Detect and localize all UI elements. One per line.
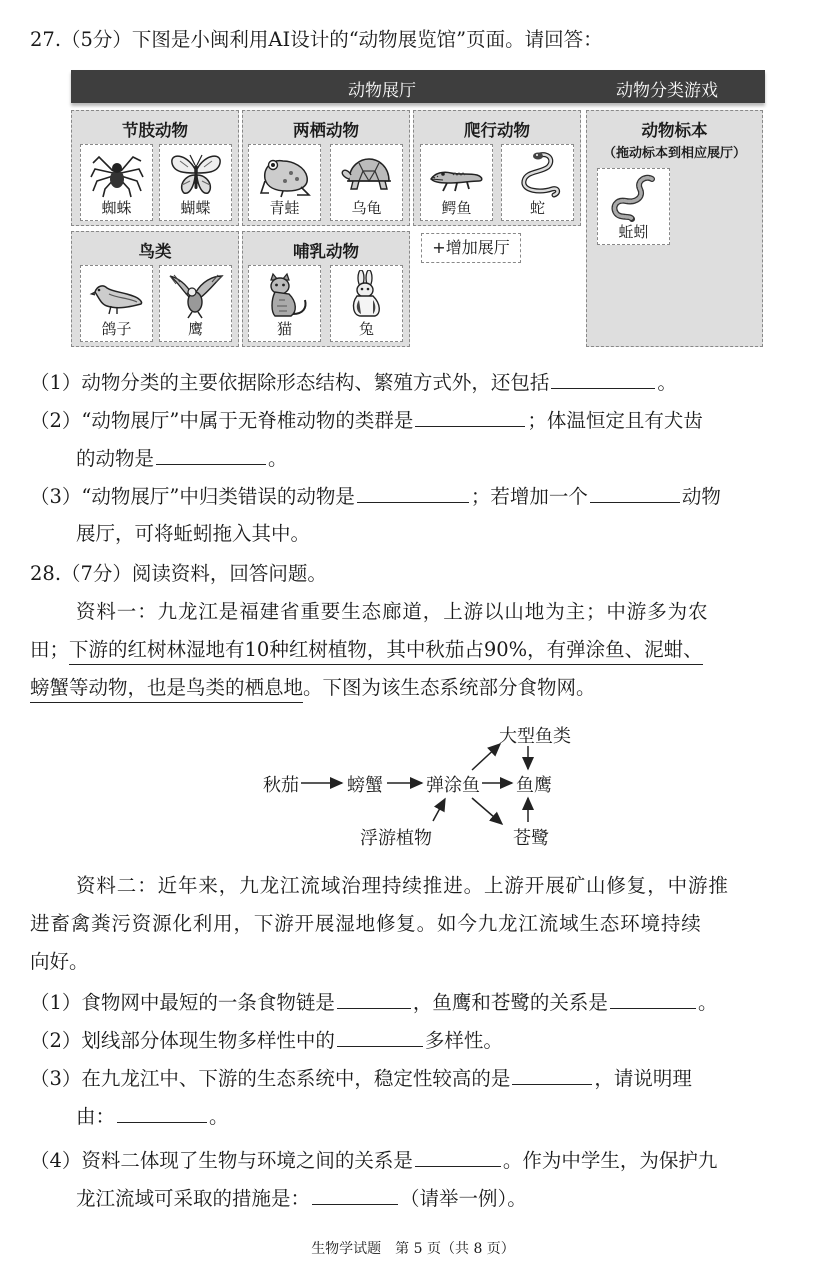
- animal-label: 猫: [276, 320, 292, 338]
- material-1-line3: 螃蟹等动物，也是鸟类的栖息地。下图为该生态系统部分食物网。: [30, 674, 596, 702]
- q28-sub1: （1）食物网中最短的一条食物链是 ，鱼鹰和苍鹭的关系是 。: [30, 988, 717, 1017]
- underlined-text: 下游的红树林湿地有10种红树植物，其中秋茄占90%，有弹涂鱼、泥蚶、: [69, 638, 703, 665]
- node-fuyouzhiwu: 浮游植物: [360, 828, 432, 849]
- specimen-hint: （拖动标本到相应展厅）: [602, 146, 746, 161]
- add-hall-button[interactable]: +增加展厅: [421, 233, 521, 263]
- answer-blank[interactable]: [415, 1146, 501, 1167]
- animal-card-rabbit[interactable]: [330, 265, 403, 342]
- turtle-icon: [339, 149, 395, 199]
- animal-label: 乌龟: [351, 199, 382, 217]
- specimen-title: 动物标本: [641, 121, 708, 140]
- material-2-line2: 进畜禽粪污资源化利用，下游开展湿地修复。如今九龙江流域生态环境持续: [30, 912, 702, 935]
- node-tantuyu: 弹涂鱼: [426, 775, 480, 796]
- hall-arthropods: [71, 110, 239, 226]
- animal-label: 青蛙: [269, 199, 300, 217]
- q27-sub2-cont: 的动物是 。: [76, 444, 288, 473]
- q27-sub1: （1）动物分类的主要依据除形态结构、繁殖方式外，还包括 。: [30, 368, 677, 397]
- answer-blank[interactable]: [512, 1064, 592, 1085]
- crocodile-icon: [429, 149, 485, 199]
- eagle-icon: [168, 270, 224, 320]
- q28-sub3-cont: 由： 。: [76, 1102, 229, 1131]
- specimen-panel: [586, 110, 763, 347]
- answer-blank[interactable]: [551, 368, 655, 389]
- arrow-fuyou-tantuyu: [433, 799, 445, 821]
- food-web-diagram: [250, 718, 590, 858]
- animal-label: 蚯蚓: [618, 223, 649, 241]
- animal-card-turtle[interactable]: [330, 144, 403, 221]
- q27-sub2: （2）“动物展厅”中属于无脊椎动物的类群是 ；体温恒定且有犬齿: [30, 406, 703, 435]
- node-yuying: 鱼鹰: [516, 775, 552, 796]
- node-pangxie: 螃蟹: [347, 775, 383, 796]
- tab-classification-game[interactable]: 动物分类游戏: [616, 81, 718, 101]
- hall-title: 鸟类: [138, 242, 172, 261]
- hall-amphibians: [242, 110, 410, 226]
- q27-sub3: （3）“动物展厅”中归类错误的动物是 ；若增加一个 动物: [30, 482, 721, 511]
- answer-blank[interactable]: [337, 1026, 423, 1047]
- answer-blank[interactable]: [415, 406, 525, 427]
- node-cangdeng: 苍鹭: [513, 828, 549, 849]
- material-1-line1: 资料一：九龙江是福建省重要生态廊道，上游以山地为主；中游多为农: [76, 600, 709, 623]
- hall-reptiles: [413, 110, 581, 226]
- node-qiujia: 秋茄: [263, 775, 299, 796]
- q28-header: 28.（7分）阅读资料，回答问题。: [30, 562, 327, 585]
- animal-label: 蜘蛛: [101, 199, 132, 217]
- animal-card-spider[interactable]: [80, 144, 153, 221]
- animal-label: 蛇: [529, 199, 545, 217]
- q28-sub4-cont: 龙江流域可采取的措施是： （请举一例）。: [76, 1184, 527, 1213]
- tab-animal-hall[interactable]: 动物展厅: [348, 81, 416, 101]
- animal-label: 鳄鱼: [441, 199, 472, 217]
- arrow-tantuyu-cangdeng: [472, 798, 502, 824]
- material-2-line1: 资料二：近年来，九龙江流域治理持续推进。上游开展矿山修复，中游推: [76, 874, 729, 897]
- material-2-line3: 向好。: [30, 950, 89, 973]
- arrow-tantuyu-daxingyulei: [472, 744, 500, 770]
- animal-label: 兔: [358, 320, 374, 338]
- hall-title: 爬行动物: [464, 121, 530, 140]
- answer-blank[interactable]: [156, 444, 266, 465]
- q28-sub2: （2）划线部分体现生物多样性中的 多样性。: [30, 1026, 503, 1055]
- animal-card-snake[interactable]: [501, 144, 574, 221]
- hall-title: 节肢动物: [122, 121, 188, 140]
- spider-icon: [89, 149, 145, 199]
- answer-blank[interactable]: [610, 988, 696, 1009]
- butterfly-icon: [168, 149, 224, 199]
- hall-mammals: [242, 231, 410, 347]
- animal-label: 鹰: [187, 320, 203, 338]
- animal-card-eagle[interactable]: [159, 265, 232, 342]
- earthworm-icon: [606, 173, 662, 223]
- ui-nav-bar: [71, 70, 765, 103]
- frog-icon: [257, 149, 313, 199]
- answer-blank[interactable]: [590, 482, 680, 503]
- underlined-text: 螃蟹等动物，也是鸟类的栖息地: [30, 676, 303, 703]
- hall-birds: [71, 231, 239, 347]
- animal-card-crocodile[interactable]: [420, 144, 493, 221]
- answer-blank[interactable]: [357, 482, 469, 503]
- animal-card-pigeon[interactable]: [80, 265, 153, 342]
- cat-icon: [257, 270, 313, 320]
- answer-blank[interactable]: [312, 1184, 398, 1205]
- answer-blank[interactable]: [117, 1102, 207, 1123]
- hall-title: 两栖动物: [293, 121, 359, 140]
- animal-label: 蝴蝶: [180, 199, 211, 217]
- q27-header: 27.（5分）下图是小闽利用AI设计的“动物展览馆”页面。请回答：: [30, 28, 603, 51]
- q28-sub3: （3）在九龙江中、下游的生态系统中，稳定性较高的是 ，请说明理: [30, 1064, 692, 1093]
- animal-card-butterfly[interactable]: [159, 144, 232, 221]
- hall-title: 哺乳动物: [293, 242, 359, 261]
- animal-card-frog[interactable]: [248, 144, 321, 221]
- snake-icon: [510, 149, 566, 199]
- specimen-card-earthworm[interactable]: [597, 168, 670, 245]
- animal-card-cat[interactable]: [248, 265, 321, 342]
- page-footer: 生物学试题 第 5 页（共 8 页）: [311, 1241, 515, 1257]
- q27-sub3-cont: 展厅，可将蚯蚓拖入其中。: [76, 522, 311, 545]
- node-daxingyulei: 大型鱼类: [499, 726, 571, 747]
- animal-label: 鸽子: [101, 320, 132, 338]
- rabbit-icon: [339, 270, 395, 320]
- q28-sub4: （4）资料二体现了生物与环境之间的关系是 。作为中学生，为保护九: [30, 1146, 717, 1175]
- animal-museum-ui: [71, 70, 765, 354]
- pigeon-icon: [89, 270, 145, 320]
- answer-blank[interactable]: [337, 988, 411, 1009]
- material-1-line2: 田；下游的红树林湿地有10种红树植物，其中秋茄占90%，有弹涂鱼、泥蚶、: [30, 636, 703, 664]
